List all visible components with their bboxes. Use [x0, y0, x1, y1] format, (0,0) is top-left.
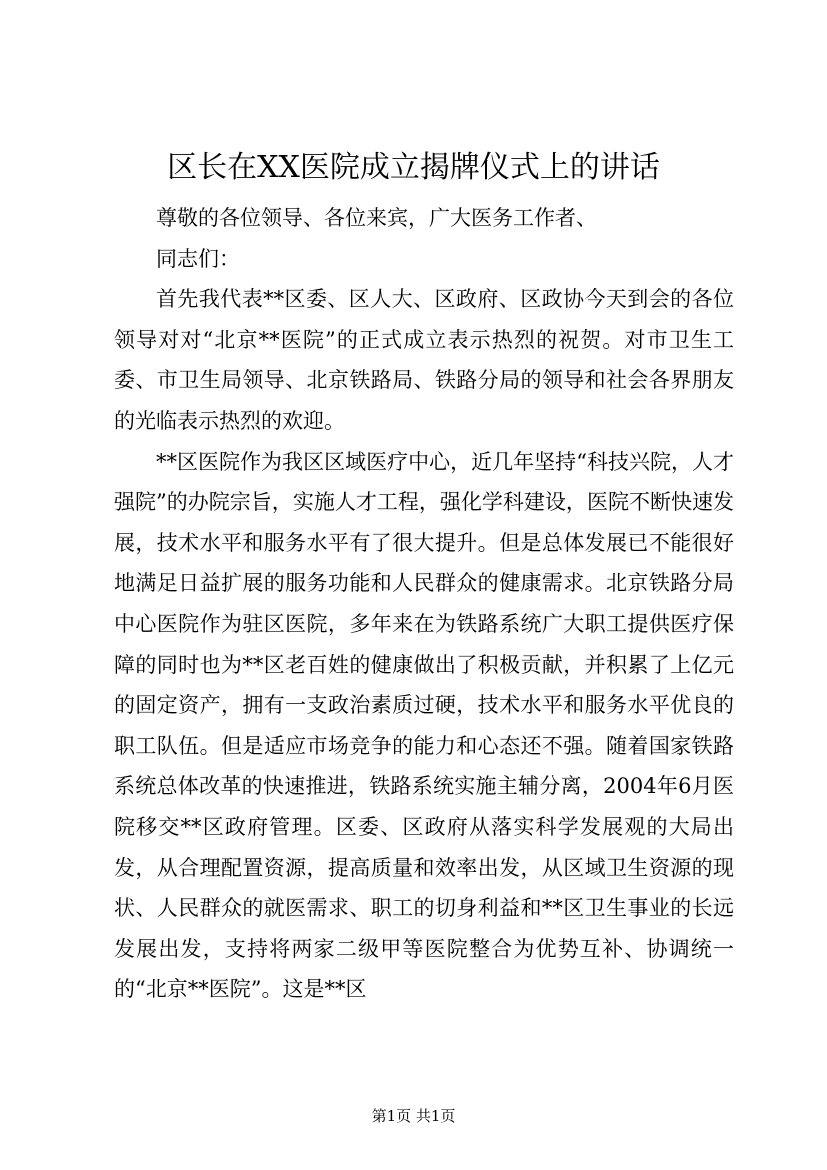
salutation-line: 尊敬的各位领导、各位来宾，广大医务工作者、: [156, 206, 597, 230]
body-paragraph: 首先我代表**区委、区人大、区政府、区政协今天到会的各位领导对对“北京**医院”的正式成立表示热烈的祝贺。对市卫生工委、市卫生局领导、北京铁路局、铁路分局的领导和社会各界朋友的光临表示热烈的欢迎。: [114, 287, 734, 433]
document-body: [114, 198, 734, 1010]
body-paragraph: **区医院作为我区区域医疗中心，近几年坚持“科技兴院，人才强院”的办院宗旨，实施人才工程，强化学科建设，医院不断快速发展，技术水平和服务水平有了很大提升。但是总体发展已不能很好地满足日益扩展的服务功能和人民群众的健康需求。北京铁路分局中心医院作为驻区医院，多年来在为铁路系统广大职工提供医疗保障的同时也为**区老百姓的健康做出了积极贡献，并积累了上亿元的固定资产，拥有一支政治素质过硬，技术水平和服务水平优良的职工队伍。但是适应市场竞争的能力和心态还不强。随着国家铁路系统总体改革的快速推进，铁路系统实施主辅分离，2004年6月医院移交**区政府管理。区委、区政府从落实科学发展观的大局出发，从合理配置资源，提高质量和效率出发，从区域卫生资源的现状、人民群众的就医需求、职工的切身利益和**区卫生事业的长远发展出发，支持将两家二级甲等医院整合为优势互补、协调统一的“北京**医院”。这是**区: [114, 449, 734, 1002]
salutation-line: 同志们：: [156, 246, 240, 271]
page-footer: 第1页 共1页: [371, 1107, 456, 1125]
document-title: 区长在XX医院成立揭牌仪式上的讲话: [167, 150, 660, 185]
